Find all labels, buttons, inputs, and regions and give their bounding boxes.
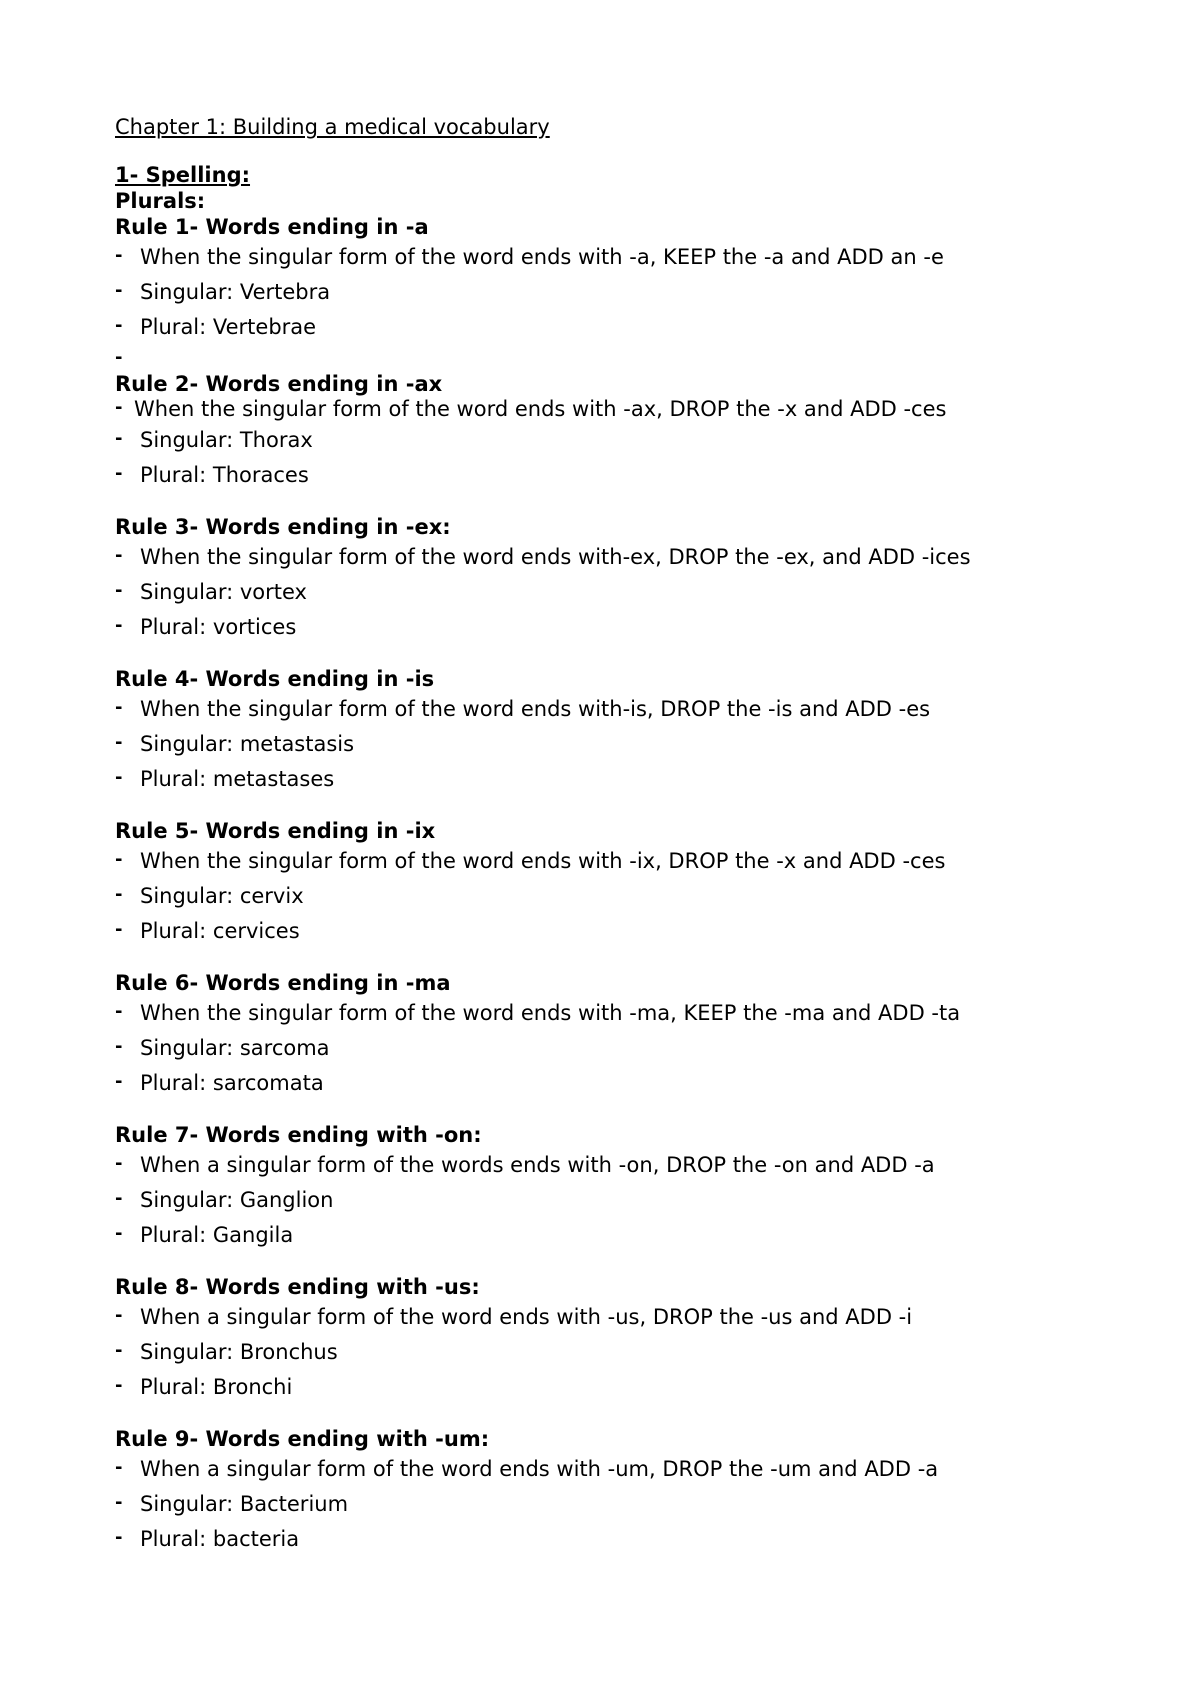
rule-item-text: Plural: Gangila: [140, 1223, 294, 1247]
rule-item: [115, 1218, 1115, 1253]
rule-block: [115, 818, 1115, 949]
rule-item: [115, 310, 1115, 345]
bullet-dash: -: [115, 1036, 123, 1057]
rule-item: [115, 1066, 1115, 1101]
rule-item: [115, 914, 1115, 949]
rule-item-text: Singular: Thorax: [140, 428, 313, 452]
bullet-dash: -: [115, 1375, 123, 1396]
rule-item-text: When a singular form of the words ends with -on, DROP the -on and ADD -a: [140, 1153, 935, 1177]
bullet-dash: -: [115, 315, 123, 336]
rule-item: [115, 423, 1115, 458]
rule-item: [115, 1452, 1115, 1487]
rule-block: [115, 666, 1115, 797]
bullet-dash: -: [115, 1153, 123, 1174]
bullet-dash: -: [115, 1527, 123, 1548]
bullet-dash: -: [115, 1071, 123, 1092]
rule-item: [115, 610, 1115, 645]
rule-item-text: Plural: Bronchi: [140, 1375, 293, 1399]
bullet-dash: -: [115, 1188, 123, 1209]
rule-item-text: Singular: cervix: [140, 884, 304, 908]
rule-item-text: Singular: metastasis: [140, 732, 355, 756]
rule-item-text: Plural: vortices: [140, 615, 297, 639]
rule-item: [115, 1335, 1115, 1370]
rule-block: [115, 214, 1115, 371]
bullet-dash: -: [115, 732, 123, 753]
rule-item: [115, 1370, 1115, 1405]
rule-item: [115, 879, 1115, 914]
rule-item: [115, 1031, 1115, 1066]
bullet-dash: -: [115, 1001, 123, 1022]
rule-item-text: When the singular form of the word ends with -ix, DROP the -x and ADD -ces: [140, 849, 946, 873]
rule-heading: Rule 9- Words ending with -um:: [115, 1427, 490, 1451]
rule-item-text: Singular: Vertebra: [140, 280, 331, 304]
rule-heading: Rule 6- Words ending in -ma: [115, 971, 451, 995]
bullet-dash: -: [115, 697, 123, 718]
rule-block: [115, 1122, 1115, 1253]
rule-heading: Rule 8- Words ending with -us:: [115, 1275, 480, 1299]
rule-item: [115, 1487, 1115, 1522]
rule-item-text: Singular: Bacterium: [140, 1492, 349, 1516]
bullet-dash: -: [115, 545, 123, 566]
rule-heading: Rule 3- Words ending in -ex:: [115, 515, 451, 539]
bullet-dash: -: [115, 919, 123, 940]
bullet-dash: -: [115, 1492, 123, 1513]
rule-item-text: When the singular form of the word ends with-is, DROP the -is and ADD -es: [140, 697, 931, 721]
rule-item: [115, 762, 1115, 797]
empty-bullet: -: [115, 347, 123, 368]
rule-item: [115, 397, 1115, 423]
rule-item-text: When a singular form of the word ends with -um, DROP the -um and ADD -a: [140, 1457, 939, 1481]
chapter-title: Chapter 1: Building a medical vocabulary: [115, 115, 550, 139]
rule-block: [115, 514, 1115, 645]
bullet-dash: -: [115, 767, 123, 788]
rule-heading: Rule 2- Words ending in -ax: [115, 372, 443, 396]
rule-item-text: Plural: bacteria: [140, 1527, 300, 1551]
bullet-dash: -: [115, 428, 123, 449]
bullet-dash: -: [115, 580, 123, 601]
rule-item-text: When the singular form of the word ends with-ex, DROP the -ex, and ADD -ices: [140, 545, 971, 569]
rule-item: [115, 996, 1115, 1031]
rule-item: [115, 1522, 1115, 1557]
bullet-dash: -: [115, 245, 123, 266]
rule-item-text: When a singular form of the word ends with -us, DROP the -us and ADD -i: [140, 1305, 913, 1329]
bullet-dash: -: [115, 1305, 123, 1326]
bullet-dash: -: [115, 849, 123, 870]
rule-block: [115, 1426, 1115, 1557]
rule-heading: Rule 5- Words ending in -ix: [115, 819, 436, 843]
bullet-dash: -: [115, 1340, 123, 1361]
section-title: 1- Spelling:: [115, 163, 251, 187]
rule-item-text: Plural: Thoraces: [140, 463, 309, 487]
rule-item-text: Singular: sarcoma: [140, 1036, 330, 1060]
bullet-dash: -: [115, 884, 123, 905]
subsection-title: Plurals:: [115, 189, 206, 213]
rule-item-text: When the singular form of the word ends with -a, KEEP the -a and ADD an -e: [140, 245, 944, 269]
bullet-dash: -: [115, 397, 123, 418]
bullet-dash: -: [115, 1457, 123, 1478]
rule-heading: Rule 1- Words ending in -a: [115, 215, 429, 239]
rule-item-text: Singular: Ganglion: [140, 1188, 334, 1212]
document-page: [115, 112, 1115, 1557]
rule-item: [115, 1300, 1115, 1335]
rule-block: [115, 371, 1115, 493]
bullet-dash: -: [115, 615, 123, 636]
rule-item-text: Plural: Vertebrae: [140, 315, 317, 339]
rule-item: [115, 275, 1115, 310]
rule-item: [115, 1148, 1115, 1183]
rule-item-text: Plural: cervices: [140, 919, 300, 943]
rule-item: [115, 458, 1115, 493]
rule-item: [115, 692, 1115, 727]
rule-item-text: Singular: Bronchus: [140, 1340, 338, 1364]
bullet-dash: -: [115, 280, 123, 301]
rule-block: [115, 970, 1115, 1101]
rule-item: [115, 240, 1115, 275]
rule-item-text: When the singular form of the word ends with -ma, KEEP the -ma and ADD -ta: [140, 1001, 961, 1025]
rule-item-text: Singular: vortex: [140, 580, 307, 604]
rule-item-text: Plural: sarcomata: [140, 1071, 324, 1095]
rule-item: [115, 540, 1115, 575]
rule-item: [115, 727, 1115, 762]
rule-block: [115, 1274, 1115, 1405]
rule-item-text: When the singular form of the word ends with -ax, DROP the -x and ADD -ces: [134, 397, 947, 421]
rule-heading: Rule 4- Words ending in -is: [115, 667, 435, 691]
rule-heading: Rule 7- Words ending with -on:: [115, 1123, 482, 1147]
rule-item: [115, 1183, 1115, 1218]
rule-item: [115, 575, 1115, 610]
rule-item: [115, 844, 1115, 879]
rule-item-text: Plural: metastases: [140, 767, 335, 791]
bullet-dash: -: [115, 1223, 123, 1244]
bullet-dash: -: [115, 463, 123, 484]
